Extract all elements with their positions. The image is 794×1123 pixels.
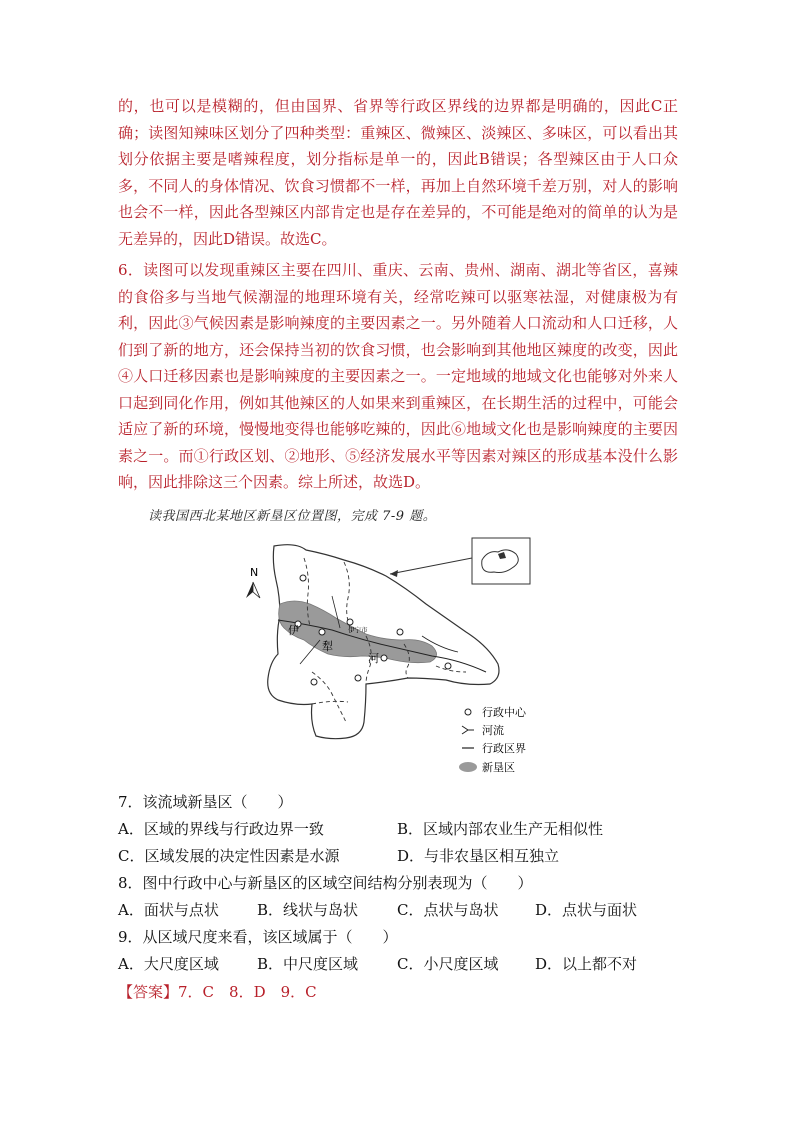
explanation-paragraph-5: 的，也可以是模糊的，但由国界、省界等行政区界线的边界都是明确的，因此C正确；读图知辣味区划分了四种类型：重辣区、微辣区、淡辣区、多味区，可以看出其划分依据主要是嗜辣程度，划分指标是单一的，因此B错误；各型辣区由于人口众多，不同人的身体情况、饮食习惯都不一样，再加上自然环境千差万别，对人的影响也会不一样，因此各型辣区内部肯定也是存在差异的，不可能是绝对的简单的认为是无差异的，因此D错误。故选C。 xyxy=(118,97,678,248)
question-7-option-d: D．与非农垦区相互独立 xyxy=(397,847,560,865)
question-9-stem: 9．从区域尺度来看，该区域属于（ ） xyxy=(118,928,398,946)
question-9-option-d: D．以上都不对 xyxy=(535,955,638,973)
question-8-stem: 8．图中行政中心与新垦区的区域空间结构分别表现为（ ） xyxy=(118,874,533,892)
inset-marker xyxy=(498,552,506,559)
legend-new-area: 新垦区 xyxy=(482,761,515,774)
map-label-he: 河 xyxy=(368,652,379,665)
question-7-stem: 7．该流域新垦区（ ） xyxy=(118,793,293,811)
legend-river: 河流 xyxy=(482,724,504,737)
inset-arrow-head xyxy=(390,570,398,577)
question-8-option-a: A．面状与点状 xyxy=(118,901,219,919)
question-8-option-c: C．点状与岛状 xyxy=(397,901,499,919)
inset-frame xyxy=(472,538,530,584)
inset-region-outline xyxy=(482,550,519,573)
legend-admin-center-icon xyxy=(465,709,471,715)
question-9-option-a: A．大尺度区域 xyxy=(118,955,219,973)
legend-admin-center: 行政中心 xyxy=(482,706,526,719)
north-arrow-icon xyxy=(246,582,253,598)
answer-text: 7．C 8．D 9．C xyxy=(178,983,317,1001)
north-label: N xyxy=(250,566,259,579)
map-legend xyxy=(459,705,527,774)
legend-river-icon xyxy=(462,726,474,734)
admin-center xyxy=(319,629,325,635)
legend-new-area-icon xyxy=(459,762,477,772)
question-9-option-b: B．中尺度区域 xyxy=(257,955,359,973)
question-7-option-c: C．区域发展的决定性因素是水源 xyxy=(118,847,340,865)
question-8-option-b: B．线状与岛状 xyxy=(257,901,359,919)
admin-center xyxy=(445,663,451,669)
map-label-li: 犁 xyxy=(322,640,333,653)
explanation-paragraph-6: 6．读图可以发现重辣区主要在四川、重庆、云南、贵州、湖南、湖北等省区，喜辣的食俗多与当地气候潮湿的地理环境有关，经常吃辣可以驱寒祛湿，对健康极为有利，因此③气候因素是影响辣度的主要因素之一。另外随着人口流动和人口迁移，人们到了新的地方，还会保持当初的饮食习惯，也会影响到其他地区辣度的改变，因此④人口迁移因素也是影响辣度的主要因素之一。一定地域的地域文化也能够对外来人口起到同化作用，例如其他辣区的人如果来到重辣区，在长期生活的过程中，可能会适应了新的环境，慢慢地变得也能够吃辣的，因此⑥地域文化也是影响辣度的主要因素之一。而①行政区划、②地形、⑤经济发展水平等因素对辣区的形成基本没什么影响，因此排除这三个因素。综上所述，故选D。 xyxy=(118,261,678,491)
admin-center xyxy=(381,655,387,661)
answer-line xyxy=(118,982,317,1002)
question-7-option-b: B．区域内部农业生产无相似性 xyxy=(397,820,604,838)
admin-center xyxy=(311,679,317,685)
answer-tag: 【答案】 xyxy=(118,983,179,1001)
admin-center xyxy=(347,619,353,625)
map-intro: 读我国西北某地区新垦区位置图，完成 7-9 题。 xyxy=(148,509,437,524)
question-9-option-c: C．小尺度区域 xyxy=(397,955,499,973)
inset-arrow-line xyxy=(390,558,472,574)
question-7-option-a: A．区域的界线与行政边界一致 xyxy=(118,820,324,838)
admin-center xyxy=(397,629,403,635)
new-reclamation-area-map xyxy=(236,532,548,778)
admin-center xyxy=(355,675,361,681)
map-label-city: 伊宁市 xyxy=(348,626,368,634)
map-label-yi: 伊 xyxy=(288,624,299,637)
legend-admin-boundary: 行政区界 xyxy=(482,742,526,755)
question-8-option-d: D．点状与面状 xyxy=(535,901,638,919)
admin-center xyxy=(300,575,306,581)
